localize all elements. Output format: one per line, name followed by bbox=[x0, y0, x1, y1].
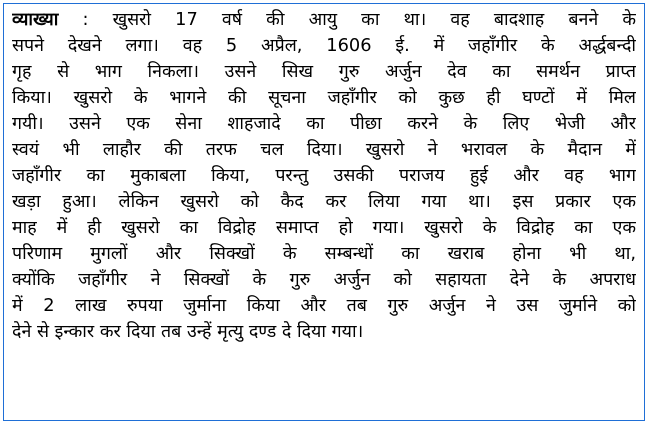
text-line-13: देने से इन्कार कर दिया तब उन्हें मृत्यु दण्ड दे दिया गया। bbox=[12, 321, 364, 342]
text-line-7: जहाँगीर का मुकाबला किया, परन्तु उसकी पराजय हुई और वह भाग bbox=[12, 165, 636, 186]
explanation-box bbox=[3, 3, 645, 421]
text-line-4: किया। खुसरो के भागने की सूचना जहाँगीर को कुछ ही घण्टों में मिल bbox=[12, 87, 636, 108]
text-line-9: माह में ही खुसरो का विद्रोह समाप्त हो गया। खुसरो के विद्रोह का एक bbox=[12, 217, 636, 238]
text-line-8: खड़ा हुआ। लेकिन खुसरो को कैद कर लिया गया था। इस प्रकार एक bbox=[12, 191, 636, 212]
text-line-12: में 2 लाख रुपया जुर्माना किया और तब गुरु अर्जुन ने उस जुर्माने को bbox=[12, 295, 636, 316]
text-line-10: परिणाम मुगलों और सिक्खों के सम्बन्धों का खराब होना भी था, bbox=[12, 243, 636, 264]
first-line-text: : खुसरो 17 वर्ष की आयु का था। वह बादशाह बनने के bbox=[58, 9, 636, 30]
text-line-1 bbox=[12, 7, 636, 33]
text-line-2: सपने देखने लगा। वह 5 अप्रैल, 1606 ई. में जहाँगीर के अर्द्धबन्दी bbox=[12, 35, 636, 56]
text-line-6: स्वयं भी लाहौर की तरफ चल दिया। खुसरो ने भरावल के मैदान में bbox=[12, 139, 636, 160]
text-line-11: क्योंकि जहाँगीर ने सिक्खों के गुरु अर्जुन को सहायता देने के अपराध bbox=[12, 269, 636, 290]
text-line-3: गृह से भाग निकला। उसने सिख गुरु अर्जुन देव का समर्थन प्राप्त bbox=[12, 61, 636, 82]
explanation-label: व्याख्या bbox=[12, 9, 59, 30]
text-line-5: गयी। उसने एक सेना शाहजादे का पीछा करने के लिए भेजी और bbox=[12, 113, 636, 134]
